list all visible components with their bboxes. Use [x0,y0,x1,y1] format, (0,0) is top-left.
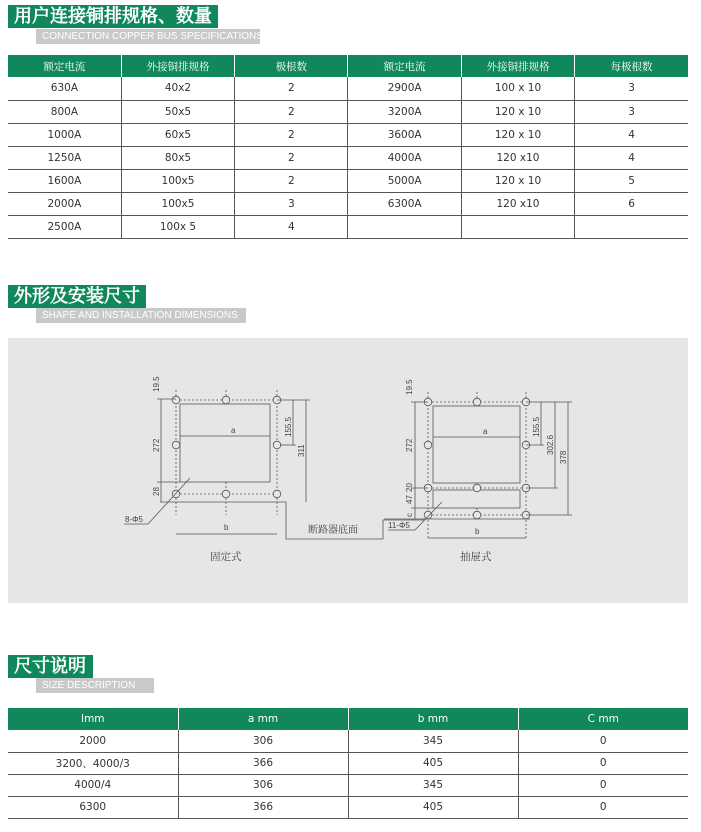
table-cell: 60x5 [121,123,234,146]
dim-155-5: 155.5 [284,416,293,437]
table-cell: 4 [575,146,688,169]
dim-47: 47 [405,495,414,504]
column-header: Imm [8,708,178,730]
table-cell [348,215,461,238]
section-title-dimensions: 外形及安装尺寸 [8,285,146,308]
table-cell [461,215,574,238]
column-header: C mm [518,708,688,730]
table-cell: 4000A [348,146,461,169]
mounting-hole [172,441,180,449]
table-cell: 4 [235,215,348,238]
mounting-hole [473,398,481,406]
table-cell: 2 [235,146,348,169]
dim-c: c [405,513,414,517]
table-cell: 120 x 10 [461,123,574,146]
table-cell: 1000A [8,123,121,146]
table-cell: 1600A [8,169,121,192]
mounting-hole [273,441,281,449]
label-b: b [224,523,229,532]
size-table [8,708,688,819]
table-cell: 50x5 [121,100,234,123]
mounting-hole [424,441,432,449]
column-header: 外接铜排规格 [461,55,574,77]
table-cell: 306 [178,774,348,796]
section-title-copper-bus: 用户连接铜排规格、数量 [8,5,218,28]
table-cell: 1250A [8,146,121,169]
table-cell: 2500A [8,215,121,238]
installation-diagram [8,338,688,603]
table-cell: 4000/4 [8,774,178,796]
dim-378: 378 [559,450,568,464]
table-cell: 5000A [348,169,461,192]
table-row [8,123,688,146]
table-cell: 405 [348,752,518,774]
table-cell: 2 [235,169,348,192]
mounting-hole [222,490,230,498]
table-cell: 100x5 [121,192,234,215]
table-cell: 2 [235,123,348,146]
table-row [8,100,688,123]
table-cell: 800A [8,100,121,123]
section-subtitle-copper-bus: CONNECTION COPPER BUS SPECIFICATIONS [36,29,260,44]
table-cell: 100x5 [121,169,234,192]
table-row [8,774,688,796]
label-b-drawer: b [475,527,480,536]
table-cell: 3 [235,192,348,215]
column-header: 额定电流 [8,55,121,77]
table-cell: 120 x10 [461,146,574,169]
mounting-hole [273,490,281,498]
table-cell: 366 [178,752,348,774]
table-cell: 3200A [348,100,461,123]
table-cell: 0 [518,752,688,774]
section-title-size: 尺寸说明 [8,655,93,678]
mounting-hole [473,484,481,492]
table-row [8,215,688,238]
table-row [8,146,688,169]
table-cell: 80x5 [121,146,234,169]
fixed-caption: 固定式 [210,551,242,563]
label-a-drawer: a [483,427,488,436]
table-cell: 366 [178,796,348,818]
column-header: 外接铜排规格 [121,55,234,77]
table-cell: 2 [235,77,348,100]
table-cell: 3200、4000/3 [8,752,178,774]
table-cell: 3 [575,100,688,123]
table-cell: 0 [518,796,688,818]
table-cell: 405 [348,796,518,818]
column-header: b mm [348,708,518,730]
table-cell: 6 [575,192,688,215]
base-label: 断路器底面 [308,525,358,536]
table-cell: 630A [8,77,121,100]
table-cell: 2 [235,100,348,123]
table-cell [575,215,688,238]
section-subtitle-dimensions: SHAPE AND INSTALLATION DIMENSIONS [36,308,246,323]
table-row [8,77,688,100]
copper-bus-table [8,55,688,239]
fixed-holes-label: 8-Φ5 [125,515,143,524]
table-cell: 5 [575,169,688,192]
column-header: 额定电流 [348,55,461,77]
table-cell: 3600A [348,123,461,146]
table-row [8,752,688,774]
mounting-hole [473,511,481,519]
table-cell: 2000A [8,192,121,215]
column-header: a mm [178,708,348,730]
table-cell: 40x2 [121,77,234,100]
dim-155-5-drawer: 155.5 [532,416,541,437]
table-cell: 0 [518,774,688,796]
table-cell: 2900A [348,77,461,100]
mounting-hole [172,396,180,404]
section-subtitle-size: SIZE DESCRIPTION [36,678,154,693]
label-a: a [231,426,236,435]
table-cell: 4 [575,123,688,146]
table-cell: 0 [518,730,688,752]
table-cell: 6300 [8,796,178,818]
table-cell: 6300A [348,192,461,215]
table-row [8,796,688,818]
table-cell: 306 [178,730,348,752]
installation-diagram-panel [8,338,688,603]
dim-20: 20 [405,483,414,492]
table-cell: 120 x10 [461,192,574,215]
table-cell: 345 [348,774,518,796]
table-row [8,169,688,192]
table-cell: 100x 5 [121,215,234,238]
dim-302-6: 302.6 [546,434,555,455]
table-row [8,192,688,215]
table-cell: 345 [348,730,518,752]
table-cell: 2000 [8,730,178,752]
table-cell: 120 x 10 [461,100,574,123]
table-cell: 3 [575,77,688,100]
dim-19-5-drawer: 19.5 [405,379,414,395]
dim-272-drawer: 272 [405,438,414,452]
dim-272: 272 [152,438,161,452]
mounting-hole [222,396,230,404]
column-header: 极根数 [235,55,348,77]
column-header: 每极根数 [575,55,688,77]
dim-19-5: 19.5 [152,376,161,392]
drawer-caption: 抽屉式 [460,551,492,563]
table-row [8,730,688,752]
table-cell: 120 x 10 [461,169,574,192]
mounting-hole [424,511,432,519]
dim-28: 28 [152,487,161,496]
table-cell: 100 x 10 [461,77,574,100]
fixed-type-drawing [124,390,425,539]
dim-311: 311 [297,444,306,457]
drawer-holes-label: 11-Φ5 [388,521,410,530]
